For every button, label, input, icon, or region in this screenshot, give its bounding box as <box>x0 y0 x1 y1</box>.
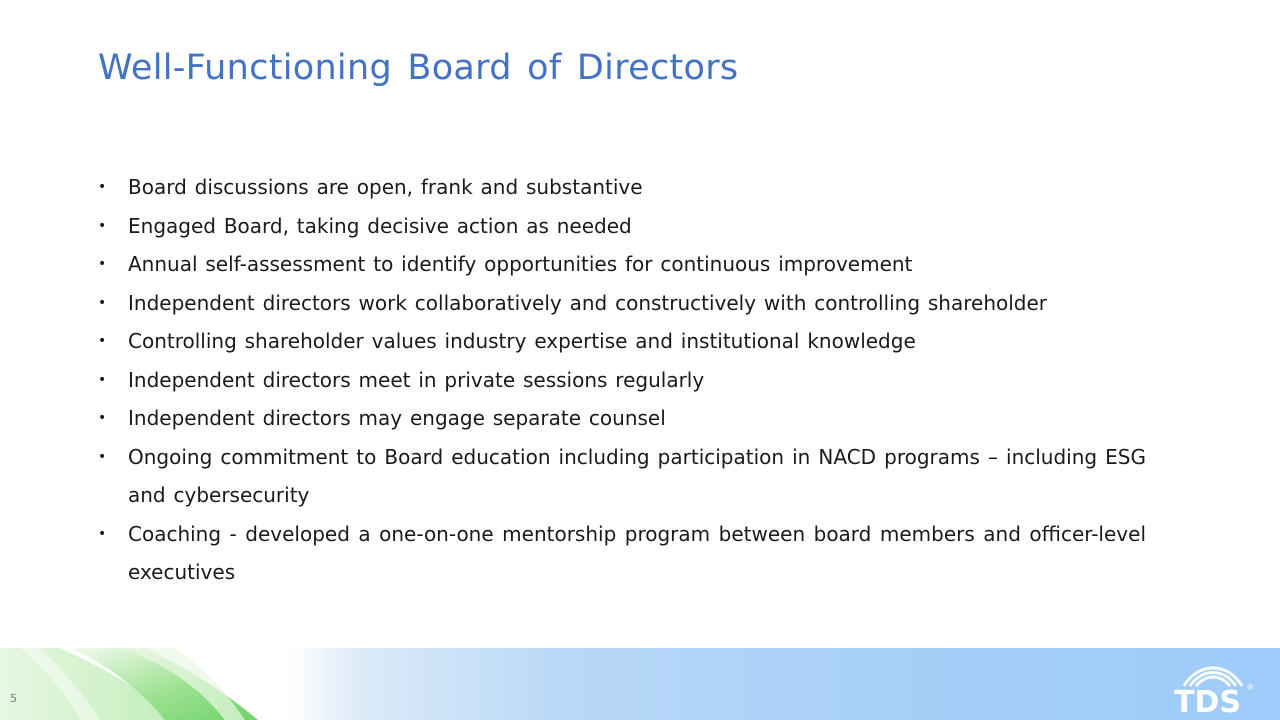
registered-mark: ® <box>1246 683 1254 692</box>
tds-logo <box>1170 656 1254 714</box>
bullet-marker: • <box>98 333 107 349</box>
bullet-text: Independent directors work collaboratively and constructively with controlling shareholder <box>128 290 1048 315</box>
bullet-marker: • <box>98 371 107 388</box>
bullet-marker: • <box>98 179 107 195</box>
page-number: 5 <box>10 692 17 705</box>
bullet-text: Independent directors meet in private sessions regularly <box>128 367 705 392</box>
bullet-item <box>98 245 1146 284</box>
bullet-item <box>98 168 1146 207</box>
bullet-list <box>98 168 1146 592</box>
bullet-item <box>98 284 1146 323</box>
bullet-item <box>98 207 1146 246</box>
bullet-marker: • <box>98 448 107 465</box>
footer-band <box>0 648 1280 720</box>
bullet-marker: • <box>98 410 107 426</box>
slide-title: Well-Functioning Board of Directors <box>98 48 739 88</box>
bullet-text: Engaged Board, taking decisive action as needed <box>128 213 632 238</box>
bullet-item <box>98 322 1146 361</box>
bullet-item <box>98 399 1146 438</box>
bullet-text: Controlling shareholder values industry expertise and institutional knowledge <box>128 329 916 353</box>
tds-logo-text: TDS <box>1174 685 1241 714</box>
bullet-marker: • <box>98 256 107 272</box>
bullet-marker: • <box>98 294 107 311</box>
bullet-text: Independent directors may engage separate counsel <box>128 406 666 430</box>
bullet-text: Ongoing commitment to Board education including participation in NACD programs – including ESG and cybersecurity <box>128 444 1146 507</box>
bullet-text: Coaching - developed a one-on-one mentorship program between board members and officer-level executives <box>128 521 1146 584</box>
green-swoosh-decoration <box>0 648 300 720</box>
bullet-text: Annual self-assessment to identify opportunities for continuous improvement <box>128 252 913 276</box>
bullet-item <box>98 438 1146 515</box>
bullet-item <box>98 515 1146 592</box>
bullet-text: Board discussions are open, frank and substantive <box>128 175 643 199</box>
bullet-marker: • <box>98 217 107 234</box>
bullet-item <box>98 361 1146 400</box>
bullet-marker: • <box>98 525 107 542</box>
